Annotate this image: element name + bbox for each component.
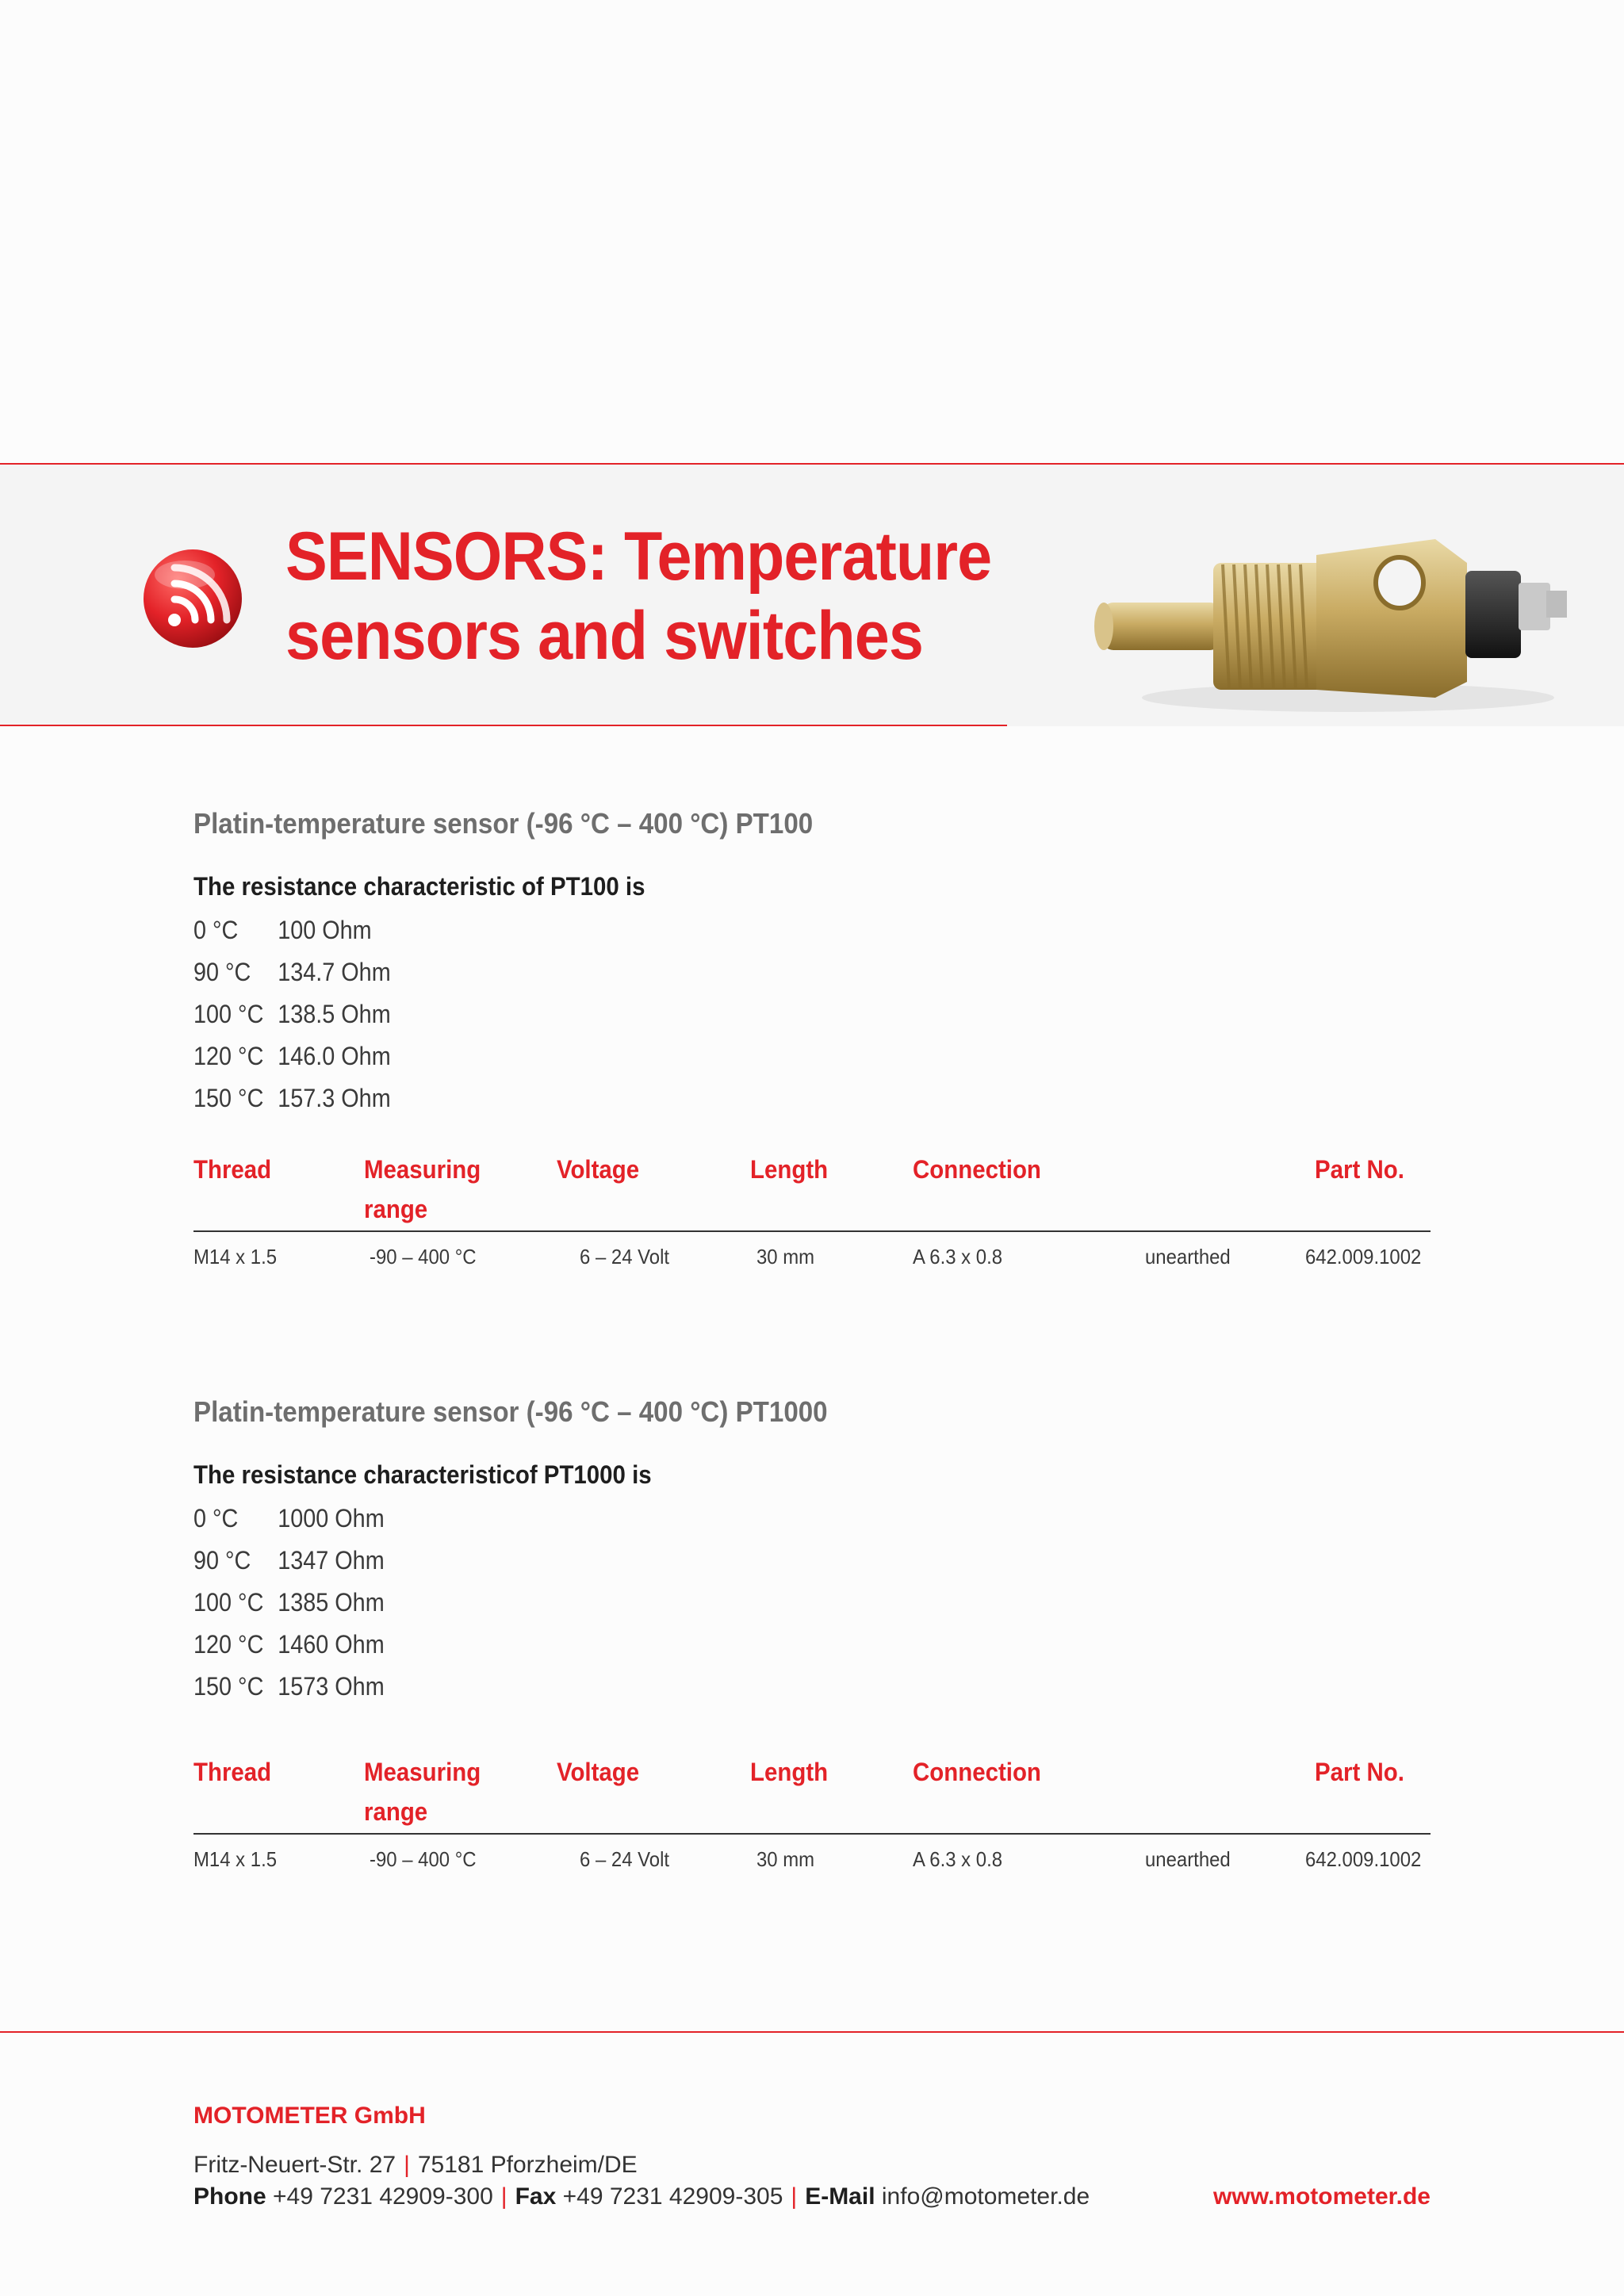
header-length: Length	[750, 1155, 829, 1184]
phone-label: Phone	[193, 2183, 266, 2210]
header-measuring	[364, 1752, 481, 1831]
characteristic-row	[193, 1077, 1307, 1119]
ohm-value: 146.0 Ohm	[278, 1042, 391, 1070]
cell-part-no: 642.009.1002	[1305, 1847, 1422, 1871]
characteristic-row	[193, 1035, 1307, 1077]
cell-voltage: 6 – 24 Volt	[580, 1245, 670, 1269]
header-voltage: Voltage	[557, 1758, 640, 1786]
cell-connection: A 6.3 x 0.8	[913, 1245, 1003, 1269]
footer-rule	[0, 2031, 1624, 2033]
ohm-value: 157.3 Ohm	[278, 1084, 391, 1112]
cell-length: 30 mm	[756, 1245, 815, 1269]
characteristic-list	[193, 1498, 1431, 1708]
page-title-line1: SENSORS: Temperature	[285, 519, 992, 595]
header-top-rule	[0, 463, 1624, 465]
header-connection: Connection	[913, 1155, 1041, 1184]
website-link[interactable]: www.motometer.de	[1213, 2183, 1431, 2210]
sensor-product-photo	[1086, 507, 1578, 721]
characteristic-row	[193, 1624, 1307, 1666]
ohm-value: 1347 Ohm	[278, 1546, 385, 1575]
temp-value: 0 °C	[193, 916, 239, 944]
characteristic-row	[193, 993, 1307, 1035]
email-label: E-Mail	[805, 2183, 875, 2210]
header-measuring-line2: range	[364, 1195, 428, 1223]
separator: |	[500, 2183, 508, 2210]
temp-value: 100 °C	[193, 1588, 264, 1617]
sensor-logo-icon	[141, 547, 244, 650]
temp-value: 90 °C	[193, 958, 251, 986]
characteristic-list	[193, 909, 1431, 1119]
ohm-value: 1573 Ohm	[278, 1672, 385, 1701]
street: Fritz-Neuert-Str. 27	[193, 2152, 396, 2178]
company-name: MOTOMETER GmbH	[193, 2103, 426, 2129]
temp-value: 150 °C	[193, 1084, 264, 1112]
cell-earthing: unearthed	[1145, 1847, 1231, 1871]
characteristic-row	[193, 1540, 1307, 1582]
characteristic-title: The resistance characteristicof PT1000 is	[193, 1460, 652, 1489]
cell-earthing: unearthed	[1145, 1245, 1231, 1269]
header-measuring-line2: range	[364, 1797, 428, 1826]
temp-value: 100 °C	[193, 1000, 264, 1028]
characteristic-row	[193, 1498, 1307, 1540]
pt1000-section	[193, 1395, 1431, 1708]
page-title	[285, 517, 991, 675]
cell-voltage: 6 – 24 Volt	[580, 1847, 670, 1871]
separator: |	[404, 2152, 410, 2178]
section-title: Platin-temperature sensor (-96 °C – 400 °C) PT1000	[193, 1395, 828, 1428]
ohm-value: 138.5 Ohm	[278, 1000, 391, 1028]
pt100-section	[193, 807, 1431, 1119]
page-title-line2: sensors and switches	[285, 598, 923, 674]
header-connection: Connection	[913, 1758, 1041, 1786]
contact-line	[193, 2183, 1431, 2210]
pt1000-spec-table	[193, 1752, 1431, 1879]
header-part-no: Part No.	[1315, 1758, 1404, 1786]
ohm-value: 100 Ohm	[278, 916, 372, 944]
characteristic-row	[193, 951, 1307, 993]
characteristic-title: The resistance characteristic of PT100 is	[193, 872, 645, 901]
cell-range: -90 – 400 °C	[370, 1847, 477, 1871]
cell-thread: M14 x 1.5	[193, 1847, 278, 1871]
temp-value: 90 °C	[193, 1546, 251, 1575]
cell-range: -90 – 400 °C	[370, 1245, 477, 1269]
cell-thread: M14 x 1.5	[193, 1245, 278, 1269]
ohm-value: 1385 Ohm	[278, 1588, 385, 1617]
fax-number: +49 7231 42909-305	[562, 2183, 783, 2210]
pt100-spec-table	[193, 1150, 1431, 1276]
temp-value: 150 °C	[193, 1672, 264, 1701]
header-bottom-rule	[0, 725, 1007, 726]
header-part-no: Part No.	[1315, 1155, 1404, 1184]
fax-label: Fax	[515, 2183, 557, 2210]
separator: |	[791, 2183, 798, 2210]
header-thread: Thread	[193, 1155, 272, 1184]
header-measuring-line1: Measuring	[364, 1155, 481, 1184]
characteristic-row	[193, 1582, 1307, 1624]
ohm-value: 1000 Ohm	[278, 1504, 385, 1533]
temp-value: 0 °C	[193, 1504, 239, 1533]
characteristic-row	[193, 909, 1307, 951]
header-measuring	[364, 1150, 481, 1229]
header-thread: Thread	[193, 1758, 272, 1786]
header-voltage: Voltage	[557, 1155, 640, 1184]
cell-part-no: 642.009.1002	[1305, 1245, 1422, 1269]
characteristic-row	[193, 1666, 1307, 1708]
ohm-value: 134.7 Ohm	[278, 958, 391, 986]
footer	[193, 2103, 1431, 2214]
cell-connection: A 6.3 x 0.8	[913, 1847, 1003, 1871]
email-link[interactable]: info@motometer.de	[881, 2183, 1090, 2210]
header-measuring-line1: Measuring	[364, 1758, 481, 1786]
address-line	[193, 2152, 1431, 2179]
city: 75181 Pforzheim/DE	[417, 2152, 638, 2178]
temp-value: 120 °C	[193, 1630, 264, 1659]
header-length: Length	[750, 1758, 829, 1786]
table-rule	[193, 1833, 1431, 1835]
cell-length: 30 mm	[756, 1847, 815, 1871]
phone-number[interactable]: +49 7231 42909-300	[273, 2183, 493, 2210]
section-title: Platin-temperature sensor (-96 °C – 400 °C) PT100	[193, 807, 814, 840]
ohm-value: 1460 Ohm	[278, 1630, 385, 1659]
table-rule	[193, 1230, 1431, 1232]
temp-value: 120 °C	[193, 1042, 264, 1070]
